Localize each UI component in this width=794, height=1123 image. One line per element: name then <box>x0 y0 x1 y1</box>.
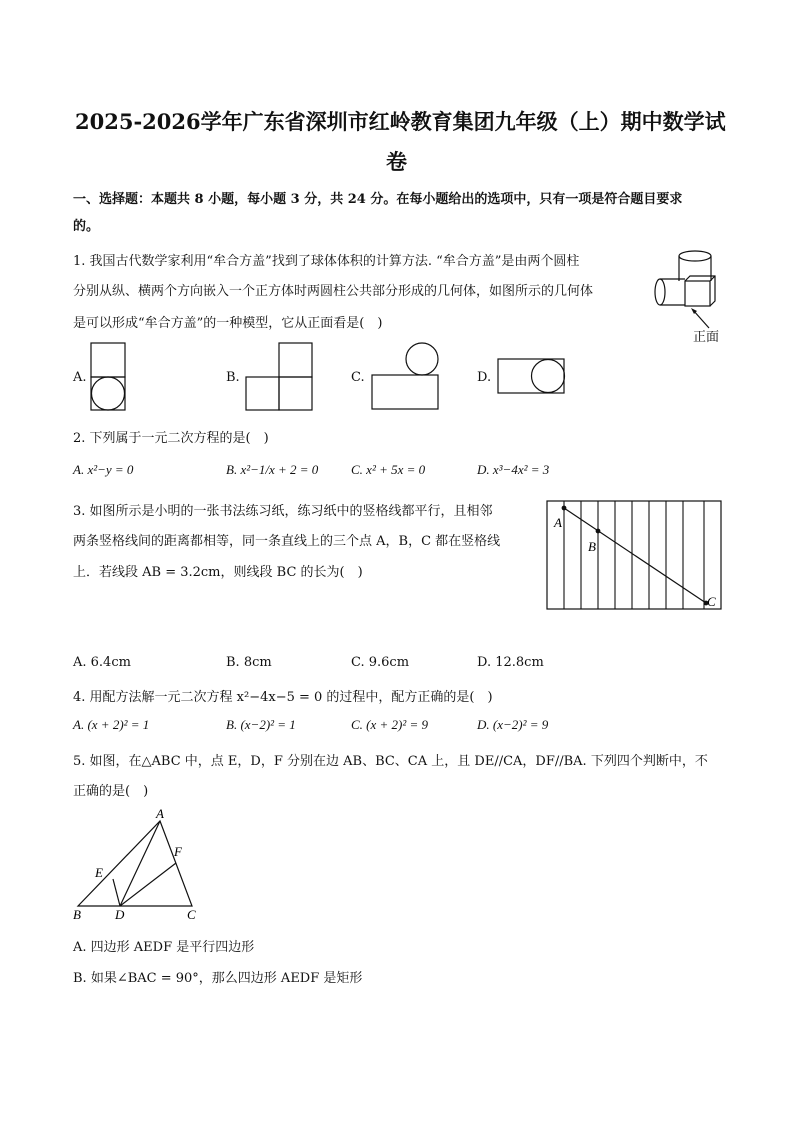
section-heading: 一、选择题：本题共 8 小题，每小题 3 分，共 24 分。在每小题给出的选项中，只有一项是符合题目要求 <box>73 192 683 207</box>
q1-option-b-label: B. <box>226 370 240 385</box>
q3-option-c: C. 9.6cm <box>351 655 410 670</box>
q1-option-a-figure <box>90 342 130 412</box>
q1-option-c-label: C. <box>351 370 365 385</box>
q3-option-b: B. 8cm <box>226 655 272 670</box>
q3-option-a: A. 6.4cm <box>73 655 131 670</box>
q3-stem-line3: 上．若线段 AB = 3.2cm，则线段 BC 的长为( ) <box>73 565 363 580</box>
q3-stem-line2: 两条竖格线间的距离都相等，同一条直线上的三个点 A，B，C 都在竖格线 <box>73 534 501 549</box>
q1-option-c-figure <box>371 342 443 412</box>
page-title: 2025-2026学年广东省深圳市红岭教育集团九年级（上）期中数学试 <box>75 109 726 134</box>
q5-option-a: A. 四边形 AEDF 是平行四边形 <box>73 940 255 955</box>
section-heading-continued: 的。 <box>73 219 100 234</box>
q1-option-a-label: A. <box>73 370 87 385</box>
q1-stem-line3: 是可以形成“牟合方盖”的一种模型，它从正面看是( ) <box>73 316 383 331</box>
q2-option-b: B. x²−1/x + 2 = 0 <box>226 462 319 477</box>
q4-option-d: D. (x−2)² = 9 <box>477 717 549 732</box>
q1-option-d-label: D. <box>477 370 492 385</box>
q5-point-f-label: F <box>174 844 182 859</box>
q3-stem-line1: 3. 如图所示是小明的一张书法练习纸，练习纸中的竖格线都平行，且相邻 <box>73 504 493 519</box>
q1-stem-line2: 分别从纵、横两个方向嵌入一个正方体时两圆柱公共部分形成的几何体，如图所示的几何体 <box>73 284 594 299</box>
q4-stem: 4. 用配方法解一元二次方程 x²−4x−5 = 0 的过程中，配方正确的是( ) <box>73 690 493 705</box>
q3-point-a-label: A <box>554 515 562 530</box>
q1-solid-figure <box>652 248 732 348</box>
q1-option-b-figure <box>245 342 315 412</box>
q5-point-b-label: B <box>73 907 81 922</box>
q3-grid-figure <box>546 500 726 612</box>
q5-point-c-label: C <box>187 907 196 922</box>
q2-stem: 2. 下列属于一元二次方程的是( ) <box>73 431 269 446</box>
q1-option-d-figure <box>497 358 569 398</box>
q5-stem-line1: 5. 如图，在△ABC 中，点 E，D，F 分别在边 AB、BC、CA 上，且 DE//CA，DF//BA. 下列四个判断中，不 <box>73 754 708 769</box>
q2-option-d: D. x³−4x² = 3 <box>477 462 550 477</box>
q1-stem-line1: 1. 我国古代数学家利用“牟合方盖”找到了球体体积的计算方法. “牟合方盖”是由两个圆柱 <box>73 254 580 269</box>
q2-option-a: A. x²−y = 0 <box>73 462 134 477</box>
q4-option-b: B. (x−2)² = 1 <box>226 717 296 732</box>
page-title-continued: 卷 <box>386 149 407 174</box>
q5-option-b: B. 如果∠BAC = 90°，那么四边形 AEDF 是矩形 <box>73 971 363 986</box>
q5-point-e-label: E <box>95 865 103 880</box>
q3-point-c-label: C <box>707 594 716 609</box>
q3-point-b-label: B <box>588 539 596 554</box>
q4-option-c: C. (x + 2)² = 9 <box>351 717 429 732</box>
q4-option-a: A. (x + 2)² = 1 <box>73 717 150 732</box>
q5-triangle-figure <box>70 806 210 924</box>
q5-stem-line2: 正确的是( ) <box>73 784 149 799</box>
q2-option-c: C. x² + 5x = 0 <box>351 462 426 477</box>
q5-point-d-label: D <box>115 907 125 922</box>
front-view-label: 正面 <box>693 330 720 345</box>
q3-option-d: D. 12.8cm <box>477 655 544 670</box>
q5-point-a-label: A <box>156 806 164 821</box>
